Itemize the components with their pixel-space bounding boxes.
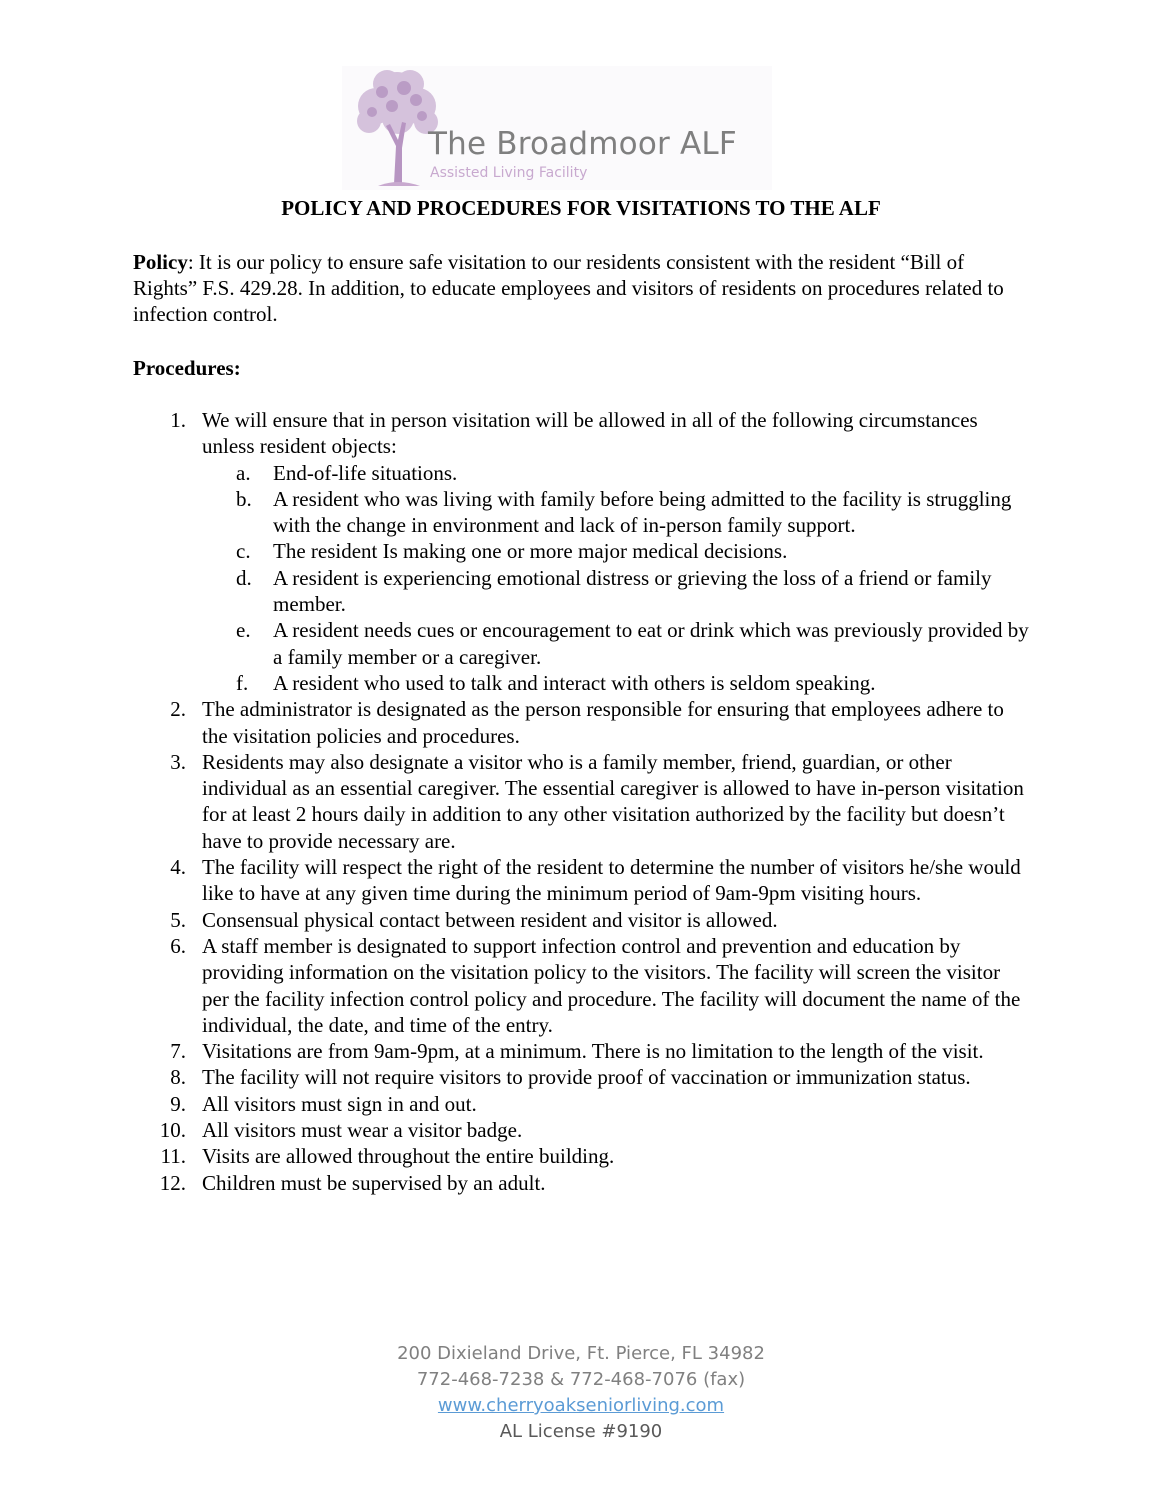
document-title: POLICY AND PROCEDURES FOR VISITATIONS TO THE ALF bbox=[281, 196, 881, 220]
list-item bbox=[0, 907, 1032, 933]
sub-item bbox=[202, 565, 1032, 618]
item-text: Visitations are from 9am-9pm, at a minimum. There is no limitation to the length of the visit. bbox=[202, 1039, 984, 1064]
item-number: 6. bbox=[170, 933, 186, 958]
list-item bbox=[0, 407, 1032, 696]
policy-text: : It is our policy to ensure safe visitation to our residents consistent with the resident “Bill of Rights” F.S. 429.28. In addition, to educate employees and visitors of residents on procedures related to infection control. bbox=[133, 250, 1004, 326]
item-text: The administrator is designated as the person responsible for ensuring that employees adhere to the visitation policies and procedures. bbox=[202, 697, 1004, 748]
list-item bbox=[0, 1091, 1032, 1117]
item-text: A staff member is designated to support infection control and prevention and education by providing information on the visitation policy to the visitors. The facility will screen the visitor per the facility infection control policy and procedure. The facility will document the name of the individual, the date, and time of the entry. bbox=[202, 933, 1021, 1037]
item-number: 10. bbox=[159, 1118, 186, 1143]
sub-item bbox=[202, 486, 1032, 539]
item-number: 7. bbox=[170, 1039, 186, 1064]
list-item bbox=[0, 1117, 1032, 1143]
item-number: 9. bbox=[170, 1091, 186, 1116]
footer-phone: 772-468-7238 & 772-468-7076 (fax) bbox=[416, 1369, 746, 1390]
item-text: All visitors must wear a visitor badge. bbox=[202, 1118, 523, 1143]
sub-item bbox=[202, 617, 1032, 670]
policy-paragraph bbox=[133, 249, 1033, 327]
sub-item-letter: d. bbox=[236, 565, 252, 590]
item-text: Children must be supervised by an adult. bbox=[202, 1170, 546, 1195]
item-text: We will ensure that in person visitation will be allowed in all of the following circumstances unless resident objects: bbox=[202, 408, 978, 459]
item-text: Visits are allowed throughout the entire building. bbox=[202, 1144, 615, 1169]
item-text: Residents may also designate a visitor who is a family member, friend, guardian, or other individual as an essential caregiver. The essential caregiver is allowed to have in-person visitation for at least 2 hours daily in addition to any other visitation authorized by the facility but doesn’t have to provide necessary are. bbox=[202, 749, 1024, 853]
sub-item-text: A resident is experiencing emotional distress or grieving the loss of a friend or family member. bbox=[273, 565, 992, 617]
sub-item-text: End-of-life situations. bbox=[273, 460, 458, 485]
item-number: 2. bbox=[170, 697, 186, 722]
item-number: 4. bbox=[170, 855, 186, 880]
footer bbox=[0, 1341, 1162, 1445]
list-item bbox=[0, 749, 1032, 854]
sub-item bbox=[202, 460, 1032, 486]
procedures-list bbox=[0, 407, 1162, 1196]
list-item bbox=[0, 1038, 1032, 1064]
item-number: 1. bbox=[170, 408, 186, 432]
list-item bbox=[0, 1170, 1032, 1196]
item-text: All visitors must sign in and out. bbox=[202, 1091, 477, 1116]
footer-license: AL License #9190 bbox=[499, 1421, 663, 1442]
sub-item-text: A resident needs cues or encouragement to eat or drink which was previously provided by a family member or a caregiver. bbox=[273, 618, 1029, 669]
item-text: The facility will respect the right of the resident to determine the number of visitors he/she would like to have at any given time during the minimum period of 9am-9pm visiting hours. bbox=[202, 855, 1021, 906]
footer-address: 200 Dixieland Drive, Ft. Pierce, FL 34982 bbox=[397, 1343, 765, 1364]
list-item bbox=[0, 1064, 1032, 1090]
sub-item-text: The resident Is making one or more major medical decisions. bbox=[273, 539, 788, 564]
sub-item bbox=[202, 670, 1032, 696]
item-number: 3. bbox=[170, 749, 186, 774]
sub-item-letter: c. bbox=[236, 539, 251, 564]
item-text: Consensual physical contact between resident and visitor is allowed. bbox=[202, 907, 778, 932]
item-number: 5. bbox=[170, 907, 186, 932]
item-number: 12. bbox=[159, 1170, 186, 1195]
sub-item-letter: b. bbox=[236, 486, 252, 511]
item-number: 8. bbox=[170, 1065, 186, 1090]
sub-item-letter: e. bbox=[236, 618, 251, 643]
sub-item bbox=[202, 538, 1032, 564]
sub-item-text: A resident who was living with family before being admitted to the facility is struggling with the change in environment and lack of in-person family support. bbox=[273, 486, 1012, 538]
list-item bbox=[0, 933, 1032, 1038]
item-text: The facility will not require visitors to provide proof of vaccination or immunization status. bbox=[202, 1065, 971, 1090]
procedures-heading: Procedures: bbox=[133, 356, 241, 380]
item-number: 11. bbox=[160, 1144, 186, 1169]
logo-subtitle: Assisted Living Facility bbox=[430, 165, 588, 181]
list-item bbox=[0, 1143, 1032, 1169]
sub-item-letter: a. bbox=[236, 460, 251, 485]
sub-item-letter: f. bbox=[236, 670, 249, 695]
sub-item-text: A resident who used to talk and interact with others is seldom speaking. bbox=[273, 670, 876, 695]
policy-label: Policy bbox=[133, 250, 188, 274]
logo-name: The Broadmoor ALF bbox=[428, 126, 737, 162]
list-item bbox=[0, 696, 1032, 749]
logo bbox=[342, 66, 772, 190]
list-item bbox=[0, 854, 1032, 907]
website-link[interactable]: www.cherryoakseniorliving.com bbox=[437, 1395, 725, 1416]
